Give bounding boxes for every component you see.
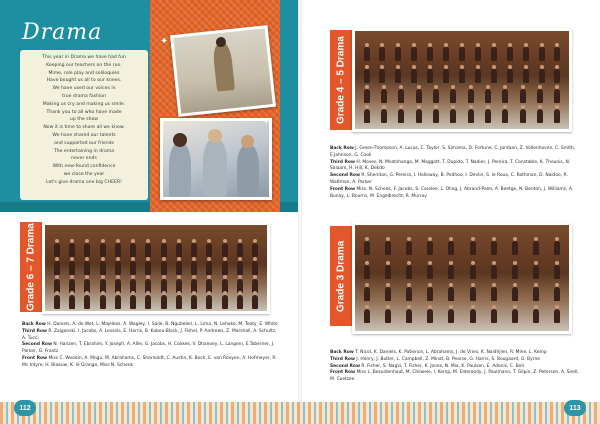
page-number-left: 112 — [14, 400, 36, 416]
grade-3-tab — [330, 226, 352, 326]
poem-line: This year in Drama we have had fun — [42, 55, 126, 60]
star-icon: ✦ — [262, 116, 271, 127]
poem-line: Now it is time to share all we know. — [43, 125, 125, 131]
grade-4-5-caption — [330, 146, 580, 200]
right-page — [300, 0, 600, 424]
grade-4-5-tab — [330, 30, 352, 130]
caption-row: Third Row R. Zaigonski, I. Jacobs, A. Lessels, E. Harris, B. Kabou-Block, J. Fishel, P. Andrews, Z. Marshall, A. Schultz, A. Tucci — [22, 328, 277, 341]
poem-line: and supported our friends — [54, 140, 114, 146]
caption-row: Third Row H. Moses, N. Mnatshanga, M. Maggott, T. Dupido, T. Nadier, J. Pereira, T. Constable, K. Theunis, N. Salaam, H. Hill, K. Dekdo — [330, 159, 571, 172]
caption-row: Back Row J. Green-Thompson, A. Lucas, C. Taylor, S. Simama, D. Fortune, C. Jordaan, Z. Vollenhoven, C. Smith, E.Johnson, G. Cook — [330, 146, 576, 158]
page-number-right: 113 — [564, 400, 586, 416]
caption-row: Second Row R. Fisher, S. Nagvi, T. Fisher, K. Jones, N. Mia, K. Paulsen, E. Adonis, C. Bell — [330, 363, 524, 369]
caption-row: Second Row R. Sheridan, G. Pereira, I. Holloway, B. Podhoo, I. Devlin, S. le Roux, C. Rothman, D. Naidoo, R. Waltman, A. Parker — [330, 173, 568, 185]
caption-row: Front Row Miss L. Bezuidenhout, M. Chilwele, I. Kemp, M. Elderoody, J. Paulmann, T. Gilpin, Z. Petersen, A. Snell, M. Coetzee — [330, 370, 579, 383]
poem-line: never ends — [71, 156, 97, 162]
poem-line: With new-found confidence — [52, 164, 116, 170]
grade-6-7-label: Grade 6 – 7 Drama — [25, 223, 37, 311]
grade-3-group-photo — [352, 222, 572, 334]
grade-4-5-label: Grade 4 – 5 Drama — [335, 36, 347, 124]
poem-line: We have used our voices in — [52, 86, 116, 92]
caption-row: Back Row H. Daniels, A. de Wet, L. Majeikos, A. Wagley, I. Salie, B. Ngubeleri, L. Lima, N. Lehoko, M. Tooty, E. White — [22, 322, 278, 327]
poem-line: Mime, role play and soliloquies — [48, 70, 120, 76]
caption-row: Back Row T. Nicol, K. Daniels, K. Patience, L. Abrahams, J. de Vries, K. Naidhjlen, R. Mlne, L. Kemp — [330, 350, 547, 355]
dancer-photo — [170, 25, 276, 117]
grade-6-7-group-photo — [42, 222, 270, 314]
grade-6-7-tab — [20, 222, 42, 312]
poem-line: Keeping our teachers on the run. — [46, 62, 122, 68]
caption-row: Front Row Miss. N. Schenk, F. Jacobs, S. Carolee, L. Oling, J. Abrand-Palm, A. Beetge, N. Benton, J. Williams, A. Bunay, L. Bourns, M. Engelbrecht, R. Murray — [330, 186, 574, 199]
drama-poem — [20, 50, 148, 200]
caption-row: Second Row N. Hanzen, T. Ebrahim, Y. Joseph, A. Allie, G. Jacobs, H. Cookes, V. Dhanoey, L. Langeni, E.Taberner, J. Parker, G. Frantz — [22, 342, 275, 355]
grade-3-label: Grade 3 Drama — [335, 240, 347, 312]
footer-pattern-strip — [0, 402, 600, 424]
students-photo — [160, 118, 272, 200]
poem-line: Thank you to all who have made — [46, 109, 122, 115]
poem-line: we close the year — [63, 171, 105, 177]
star-icon: ✦ — [160, 36, 169, 47]
poem-line: We have shared our talents — [52, 132, 116, 138]
grade-4-5-group-photo — [352, 28, 572, 132]
caption-row: Third Row J. Henry, J. Butler, L. Campbell, Z. Minat, B. Pearse, G. Harris, S. Bougaard, G. Byrne — [330, 356, 540, 362]
poem-line: Let's give drama one big CHEER! — [46, 179, 122, 185]
grade-3-caption — [330, 350, 580, 384]
page-title: Drama — [22, 20, 103, 45]
poem-line: Making us cry and making us smile. — [42, 101, 126, 107]
poem-line: Have bought us all to our knees. — [46, 78, 122, 84]
poem-line: The entertaining in drama — [53, 148, 115, 154]
caption-row: Front Row Miss C. Woodin, A. Mngu, M. Abrahams, C. Sharnoldt, C. Austin, K. Bock, E. van Rooyen, A. Hofmeyer, R. Mc Intyre, H. Blaeuw, K. le Grange, Miss N. Schenk — [22, 355, 277, 368]
book-gutter — [298, 0, 302, 424]
grade-6-7-caption — [22, 322, 280, 370]
poem-line: true drama fashion — [62, 93, 106, 99]
poem-line: up the show — [69, 117, 99, 123]
